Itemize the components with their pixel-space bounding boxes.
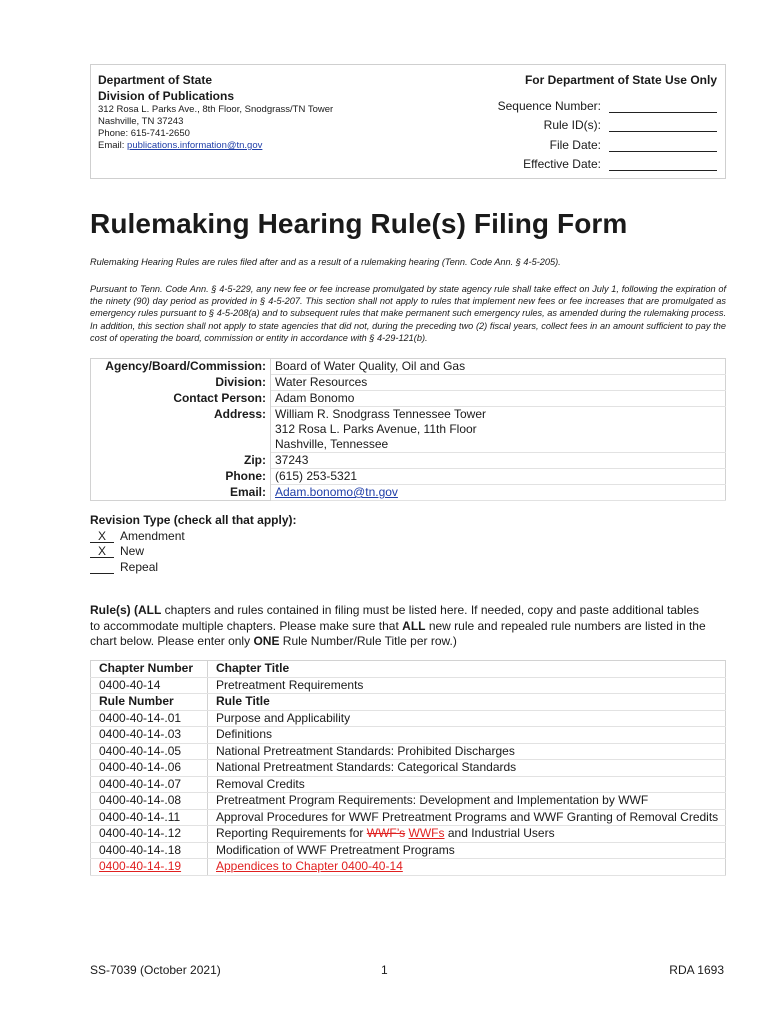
deleted-text: WWF’s: [366, 826, 406, 840]
phone-value[interactable]: (615) 253-5321: [271, 469, 726, 485]
form-number: SS-7039 (October 2021): [90, 963, 221, 977]
rule-ids-field[interactable]: [609, 117, 717, 132]
page-number: 1: [381, 963, 388, 977]
address-value[interactable]: William R. Snodgrass Tennessee Tower 312 Rosa L. Parks Avenue, 11th Floor Nashville, Tennessee: [271, 407, 726, 453]
rule-header-row: Rule Number Rule Title: [91, 694, 726, 711]
department-address: 312 Rosa L. Parks Ave., 8th Floor, Snodgrass/TN Tower: [98, 104, 334, 115]
table-row: 0400-40-14-.11 Approval Procedures for WWF Pretreatment Programs and WWF Granting of Removal Credits: [91, 809, 726, 826]
inserted-text: WWFs: [408, 826, 445, 840]
sequence-number-row: Sequence Number:: [477, 93, 717, 113]
department-name: Department of State: [98, 73, 213, 87]
department-email-link[interactable]: publications.information@tn.gov: [127, 140, 263, 151]
revision-amendment: X Amendment: [90, 529, 297, 545]
division-value[interactable]: Water Resources: [271, 375, 726, 391]
pursuant-text: Pursuant to Tenn. Code Ann. § 4-5-229, any new fee or fee increase promulgated by state agency rule shall take effect on July 1, following the expiration of the ninety (90) day period as provided in § 4-5-207. This section shall not apply to rules that implement new fees or fee increases that are promulgated as emergency rules pursuant to § 4-5-208(a) and to subsequent rules that make permanent such emergency rules, as amended during the rulemaking process. In addition, this section shall not apply to state agencies that did not, during the preceding two (2) fiscal years, collect fees in an amount sufficient to pay the cost of operating the board, commission or entity in accordance with § 4-29-121(b).: [90, 284, 726, 343]
table-row: 0400-40-14-.03 Definitions: [91, 727, 726, 744]
contact-person-value[interactable]: Adam Bonomo: [271, 391, 726, 407]
chapter-number[interactable]: 0400-40-14: [91, 677, 208, 694]
email-value[interactable]: [271, 485, 726, 501]
revision-type-title: Revision Type (check all that apply):: [90, 513, 297, 527]
contact-email-link[interactable]: Adam.bonomo@tn.gov: [275, 485, 398, 499]
agency-value[interactable]: Board of Water Quality, Oil and Gas: [271, 359, 726, 375]
zip-value[interactable]: 37243: [271, 453, 726, 469]
table-row-added: 0400-40-14-.19 Appendices to Chapter 0400-40-14: [91, 859, 726, 876]
rule-ids-row: Rule ID(s):: [477, 113, 717, 133]
file-date-row: File Date:: [477, 132, 717, 152]
state-use-header-box: [90, 64, 726, 179]
amendment-checkbox[interactable]: X: [90, 529, 114, 543]
page-title: Rulemaking Hearing Rule(s) Filing Form: [90, 208, 628, 239]
department-contact-block: [98, 72, 333, 152]
rules-table: [90, 660, 726, 876]
chapter-title[interactable]: Pretreatment Requirements: [208, 677, 726, 694]
new-checkbox[interactable]: X: [90, 544, 114, 558]
repeal-checkbox[interactable]: [90, 560, 114, 574]
department-email-row: [98, 140, 333, 152]
chapter-row: [91, 677, 726, 694]
department-city: Nashville, TN 37243: [98, 116, 184, 127]
revision-repeal: Repeal: [90, 560, 297, 576]
division-name: Division of Publications: [98, 89, 235, 103]
revision-type-section: [90, 513, 297, 575]
table-row: 0400-40-14-.08 Pretreatment Program Requirements: Development and Implementation by WWF: [91, 793, 726, 810]
sequence-number-field[interactable]: [609, 98, 717, 113]
revision-new: X New: [90, 544, 297, 560]
table-row: 0400-40-14-.06 National Pretreatment Standards: Categorical Standards: [91, 760, 726, 777]
rda-number: RDA 1693: [669, 963, 724, 977]
effective-date-row: Effective Date:: [477, 152, 717, 172]
intro-text: Rulemaking Hearing Rules are rules filed after and as a result of a rulemaking hearing (Tenn. Code Ann. § 4-5-205).: [90, 257, 561, 267]
table-row: 0400-40-14-.01 Purpose and Applicability: [91, 710, 726, 727]
email-label: Email:: [98, 140, 125, 151]
table-row: 0400-40-14-.05 National Pretreatment Standards: Prohibited Discharges: [91, 743, 726, 760]
chapter-header-row: Chapter Number Chapter Title: [91, 661, 726, 678]
department-phone: Phone: 615-741-2650: [98, 128, 190, 139]
file-date-field[interactable]: [609, 137, 717, 152]
agency-info-table: Agency/Board/Commission: Board of Water Quality, Oil and Gas Division: Water Resources Contact Person: Adam Bonomo Address: William R. Snodgrass Tennessee Tower 312 Rosa L. Parks Avenue, 11th Floor Nashville, Tennessee Zip: 37243 Phone: (615) 253-5321 Email: Adam.bonomo@tn.gov: [90, 358, 726, 501]
effective-date-field[interactable]: [609, 156, 717, 171]
rules-instructions: Rule(s) (ALL chapters and rules contained in filing must be listed here. If needed, copy and paste additional tables to accommodate multiple chapters. Please make sure that ALL new rule and repealed rule numbers are listed in the chart below. Please enter only ONE Rule Number/Rule Title per row.): [90, 603, 706, 648]
table-row: 0400-40-14-.18 Modification of WWF Pretreatment Programs: [91, 842, 726, 859]
state-use-only-title: For Department of State Use Only: [524, 73, 717, 87]
table-row: 0400-40-14-.07 Removal Credits: [91, 776, 726, 793]
table-row: 0400-40-14-.12 Reporting Requirements for WWF’s WWFs and Industrial Users: [91, 826, 726, 843]
state-use-only-block: [477, 72, 717, 171]
